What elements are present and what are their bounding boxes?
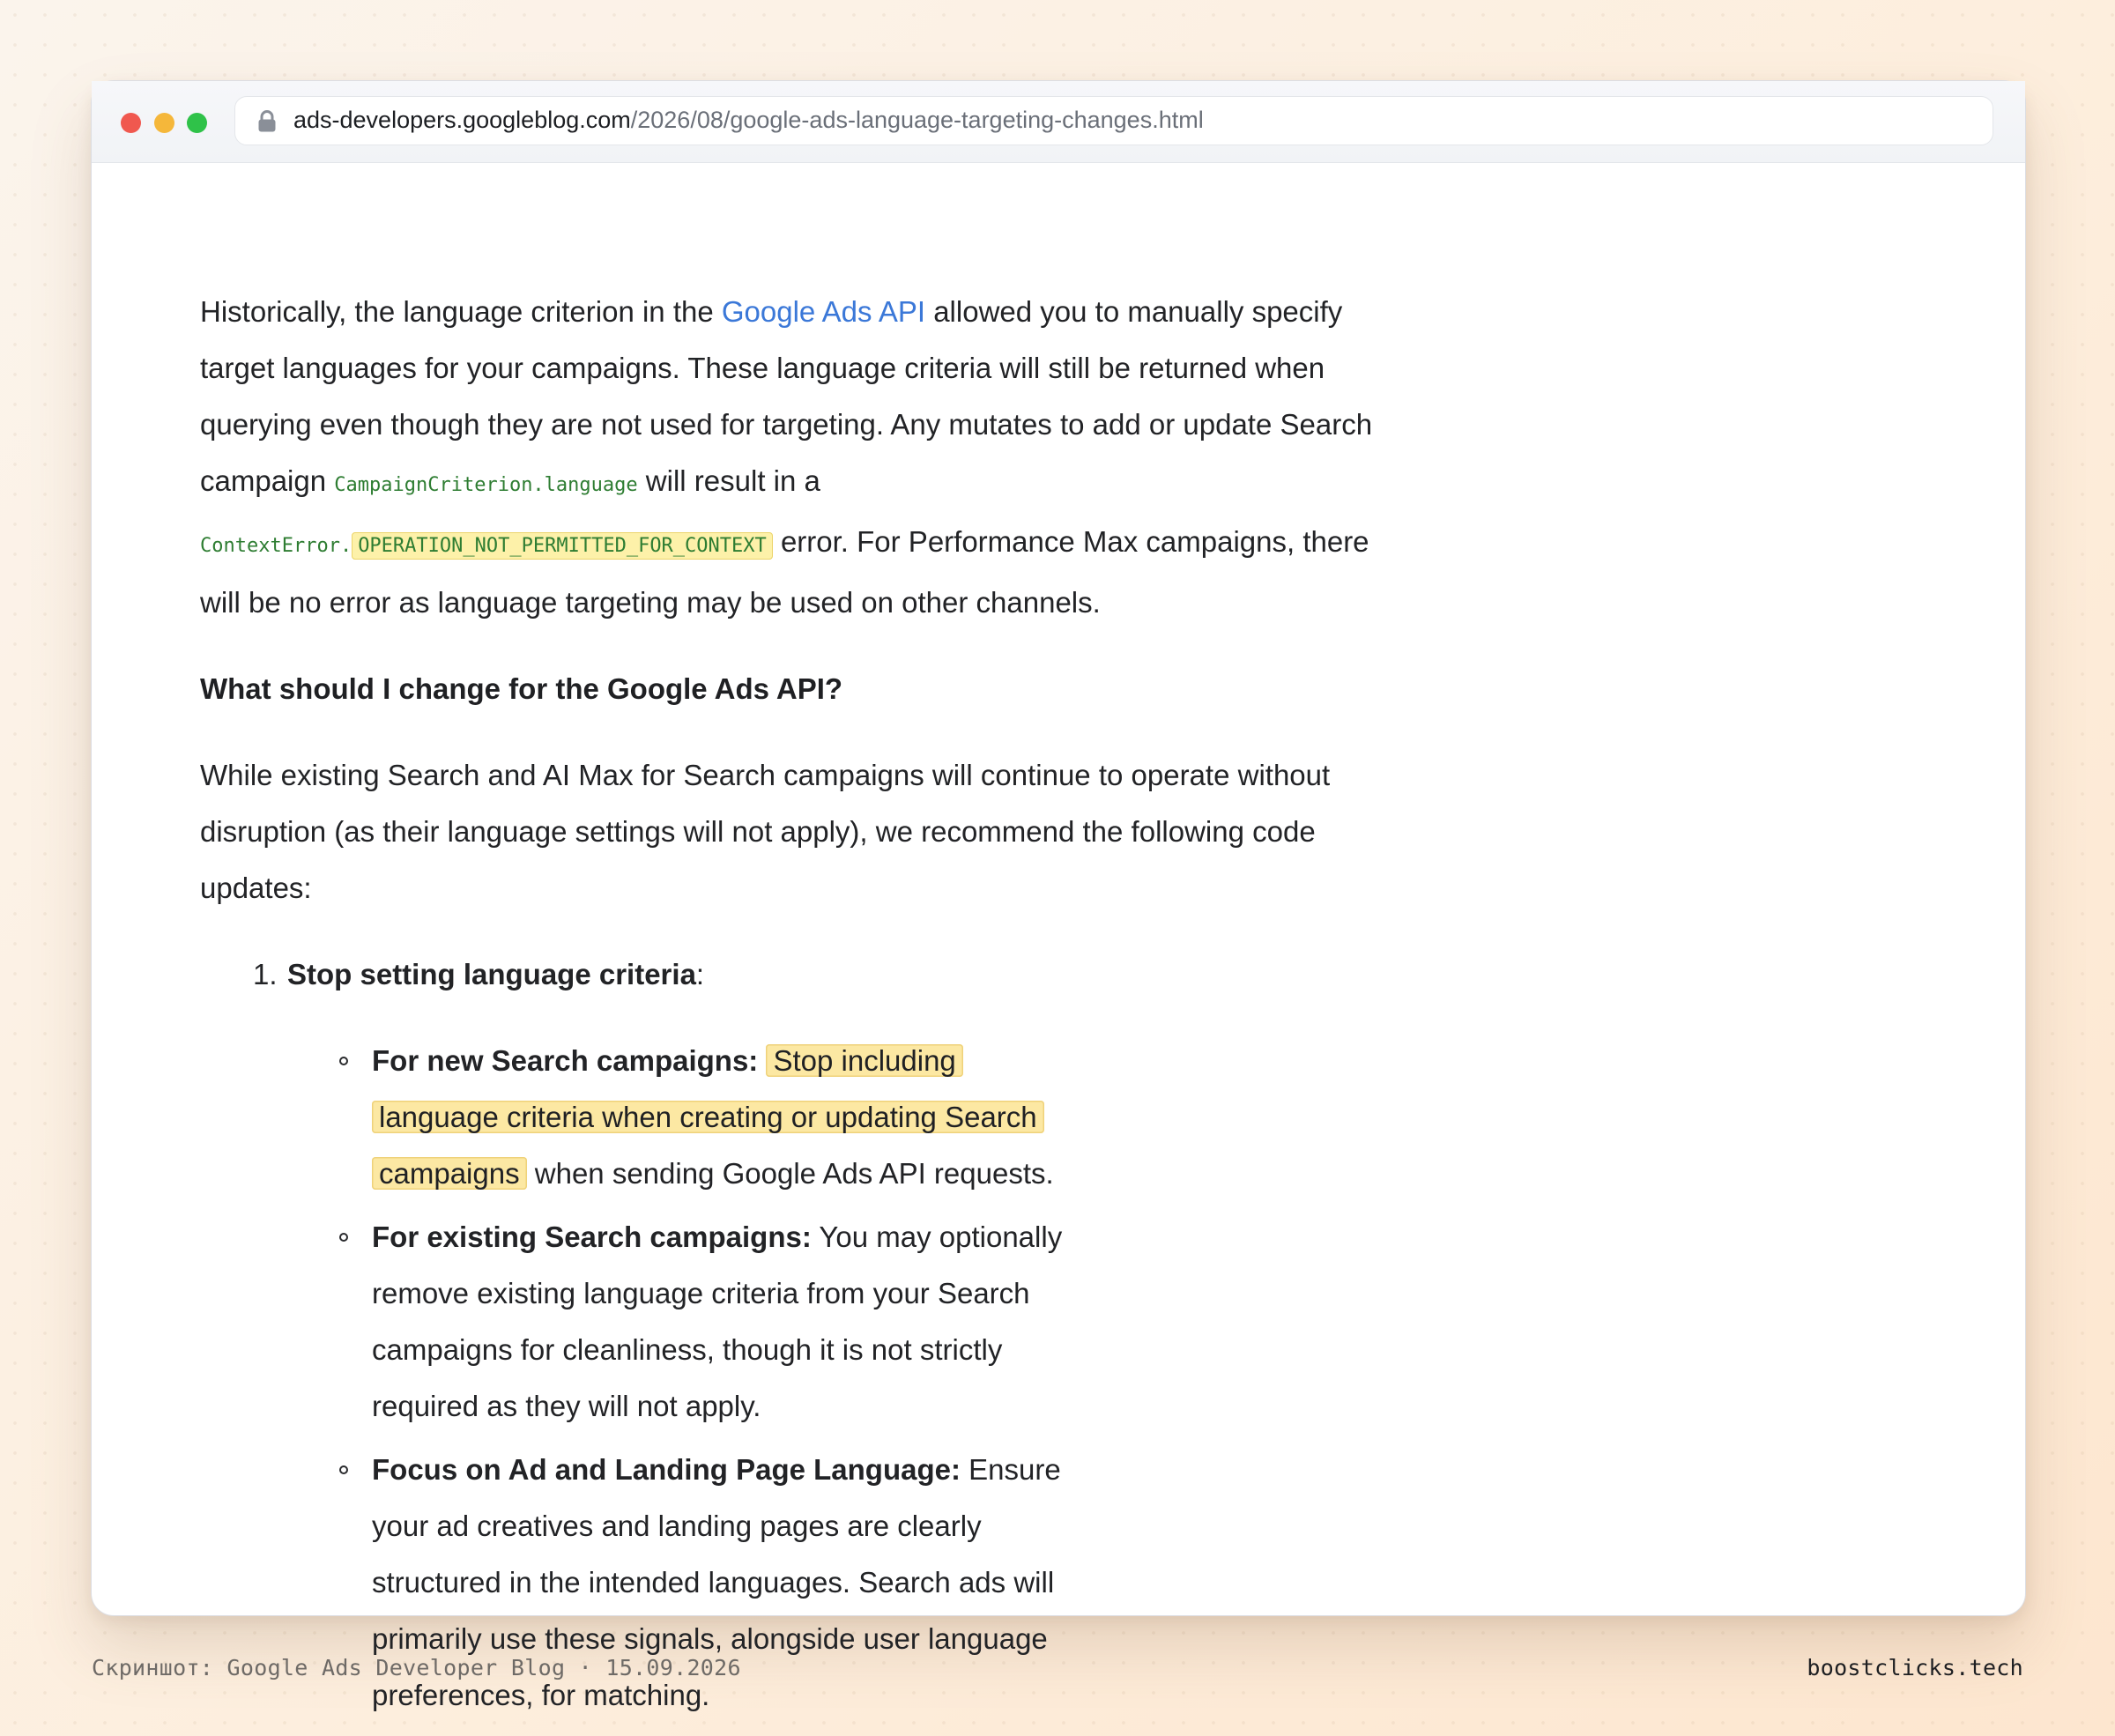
code-operation-not-permitted: OPERATION_NOT_PERMITTED_FOR_CONTEXT [352,532,773,560]
address-bar-url [293,97,1204,144]
paragraph-text: allowed you to manually specify target languages for your campaigns. These language criteria will still be returned when querying even though they are not used for targeting. Any mutates to add or update Search campaign [200,295,1373,497]
sub-item-text: You may optionally remove existing language criteria from your Search campaigns for cleanliness, though it is not strictly required as they will not apply. [372,1220,1063,1422]
sub-item-text: when sending Google Ads API requests. [526,1157,1054,1190]
recommendation-list [200,946,1381,1724]
address-bar[interactable] [234,96,1993,145]
paragraph-recommendation: While existing Search and AI Max for Search campaigns will continue to operate without disruption (as their language settings will not apply), we recommend the following code updates: [200,759,1331,904]
sub-item-label: For new Search campaigns: [372,1044,767,1077]
paragraph-text: will result in a [637,464,820,497]
url-path: /2026/08/google-ads-language-targeting-changes.html [630,107,1204,133]
paragraph-text: error. For Performance Max campaigns, there will be no error as language targeting may be used on other channels. [200,525,1369,619]
list-item-stop-setting [200,946,1381,1724]
brand-label: boostclicks.tech [1807,1655,2023,1680]
browser-titlebar [92,81,2025,163]
section-heading: What should I change for the Google Ads API? [200,672,843,705]
screenshot-caption: Скриншот: Google Ads Developer Blog · 15.09.2026 [92,1655,741,1680]
minimize-window-button[interactable] [154,113,174,133]
sub-item-label: For existing Search campaigns: [372,1220,812,1253]
list-item-title: Stop setting language criteria [287,958,696,990]
code-campaign-criterion-language: CampaignCriterion.language [334,474,638,496]
circle-bullet-icon [339,1233,348,1242]
sub-list-item-existing-campaigns [287,1209,1080,1435]
list-item-title-suffix: : [695,958,705,990]
google-ads-api-link[interactable]: Google Ads API [721,295,926,328]
lock-icon [257,110,277,133]
highlighted-text: Stop including language criteria when creating or updating Search campaigns [372,1044,1044,1190]
circle-bullet-icon [339,1057,348,1065]
code-context-error: ContextError. [200,535,352,557]
maximize-window-button[interactable] [187,113,207,133]
sub-list-item-new-campaigns [287,1033,1080,1202]
paragraph-language-criterion [200,284,1381,631]
paragraph-text: Historically, the language criterion in the [200,295,722,328]
article-content [200,284,1381,1731]
sub-list [287,1033,1080,1724]
url-domain: ads-developers.googleblog.com [293,107,631,133]
close-window-button[interactable] [121,113,141,133]
circle-bullet-icon [339,1465,348,1474]
list-number: 1. [253,958,278,990]
sub-item-label: Focus on Ad and Landing Page Language: [372,1453,961,1486]
sub-item-text: Ensure your ad creatives and landing pages are clearly structured in the intended languages. Search ads will primarily use these signals, alongside user language preferences, for matching. [372,1453,1061,1711]
